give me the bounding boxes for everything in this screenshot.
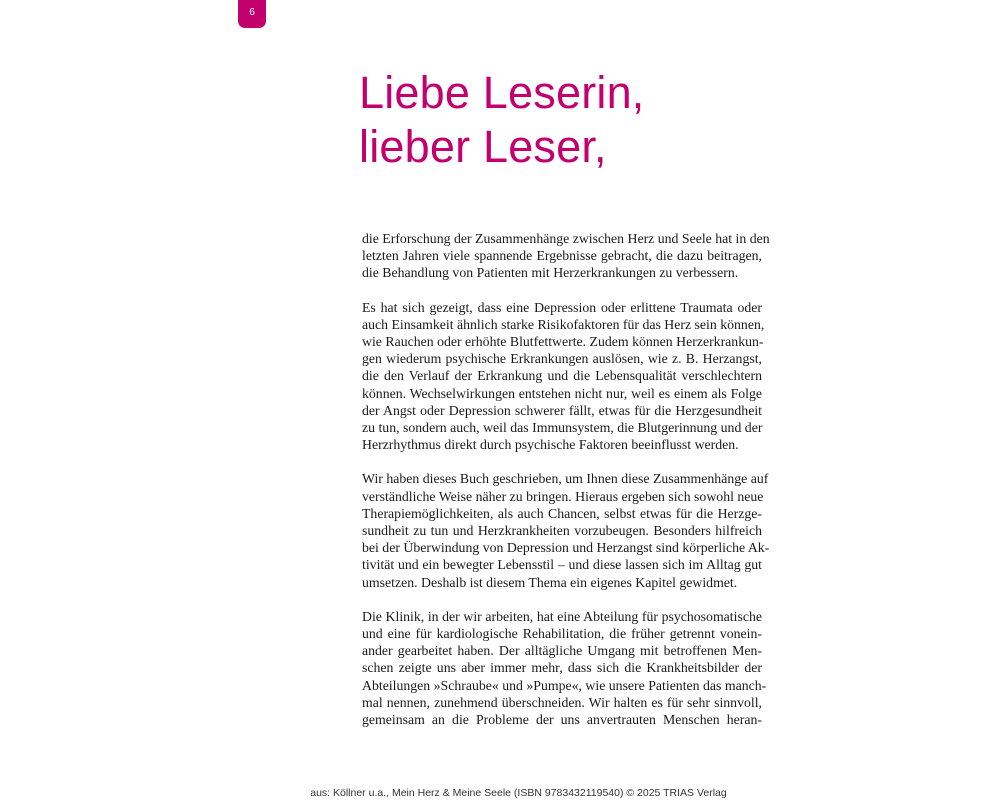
paragraph	[362, 299, 765, 454]
text-line: bei der Überwindung von Depression und Herzangst sind körperliche Ak-	[362, 540, 770, 556]
heading-line: Liebe Leserin,	[359, 67, 645, 118]
footer-credit: aus: Köllner u.a., Mein Herz & Meine Seele (ISBN 9783432119540) © 2025 TRIAS Verlag	[310, 787, 727, 799]
paragraph	[362, 470, 770, 590]
text-line: Die Klinik, in der wir arbeiten, hat eine Abteilung für psychosomatische	[362, 608, 762, 624]
text-line: schen zeigte uns aber immer mehr, dass sich die Krankheitsbilder der	[362, 660, 762, 676]
heading-line: lieber Leser,	[359, 121, 607, 172]
text-line: zu tun, sondern auch, weil das Immunsystem, die Blutgerinnung und der	[362, 420, 763, 436]
text-line: können. Wechselwirkungen entstehen nicht nur, weil es einem als Folge	[362, 385, 762, 401]
page-heading	[359, 66, 645, 174]
text-line: die Behandlung von Patienten mit Herzerkrankungen zu verbessern.	[362, 265, 739, 281]
text-line: Therapiemöglichkeiten, als auch Chancen, selbst etwas für die Herzge-	[362, 505, 762, 521]
text-line: die Erforschung der Zusammenhänge zwischen Herz und Seele hat in den	[362, 231, 770, 246]
text-line: sundheit zu tun und Herzkrankheiten vorzubeugen. Besonders hilfreich	[362, 523, 762, 539]
paragraph	[362, 230, 770, 282]
text-line: die den Verlauf der Erkrankung und die Lebensqualität verschlechtern	[362, 368, 762, 384]
text-line: wie Rauchen oder erhöhte Blutfettwerte. Zudem können Herzerkrankun-	[362, 334, 764, 350]
text-line: gen wiederum psychische Erkrankungen auslösen, wie z. B. Herzangst,	[362, 351, 762, 367]
text-line: verständliche Weise näher zu bringen. Hieraus ergeben sich sowohl neue	[362, 488, 764, 504]
text-line: der Angst oder Depression schwerer fällt, etwas für die Herzgesundheit	[362, 402, 762, 418]
text-line: mal nennen, zunehmend überschneiden. Wir halten es für sehr sinnvoll,	[362, 694, 762, 710]
body-text	[362, 230, 770, 745]
paragraph	[362, 608, 767, 728]
text-line: auch Einsamkeit ähnlich starke Risikofaktoren für das Herz sein können,	[362, 316, 765, 332]
text-line: Abteilungen »Schraube« und »Pumpe«, wie unsere Patienten das manch-	[362, 677, 767, 693]
text-line: ander gearbeitet haben. Der alltägliche Umgang mit betroffenen Men-	[362, 643, 762, 659]
text-line: tivität und ein bewegter Lebensstil – und diese lassen sich im Alltag gut	[362, 557, 762, 573]
text-line: umsetzen. Deshalb ist diesem Thema ein eigenes Kapitel gewidmet.	[362, 574, 738, 590]
page-number-badge: 6	[238, 0, 266, 28]
text-line: Es hat sich gezeigt, dass eine Depression oder erlittene Traumata oder	[362, 299, 762, 315]
text-line: gemeinsam an die Probleme der uns anvertrauten Menschen heran-	[362, 712, 762, 728]
text-line: Herzrhythmus direkt durch psychische Faktoren beeinflusst werden.	[362, 437, 739, 453]
text-line: letzten Jahren viele spannende Ergebnisse gebracht, die dazu beitragen,	[362, 248, 762, 264]
text-line: und eine für kardiologische Rehabilitation, die früher getrennt vonein-	[362, 626, 762, 642]
text-line: Wir haben dieses Buch geschrieben, um Ihnen diese Zusammenhänge auf	[362, 471, 769, 487]
